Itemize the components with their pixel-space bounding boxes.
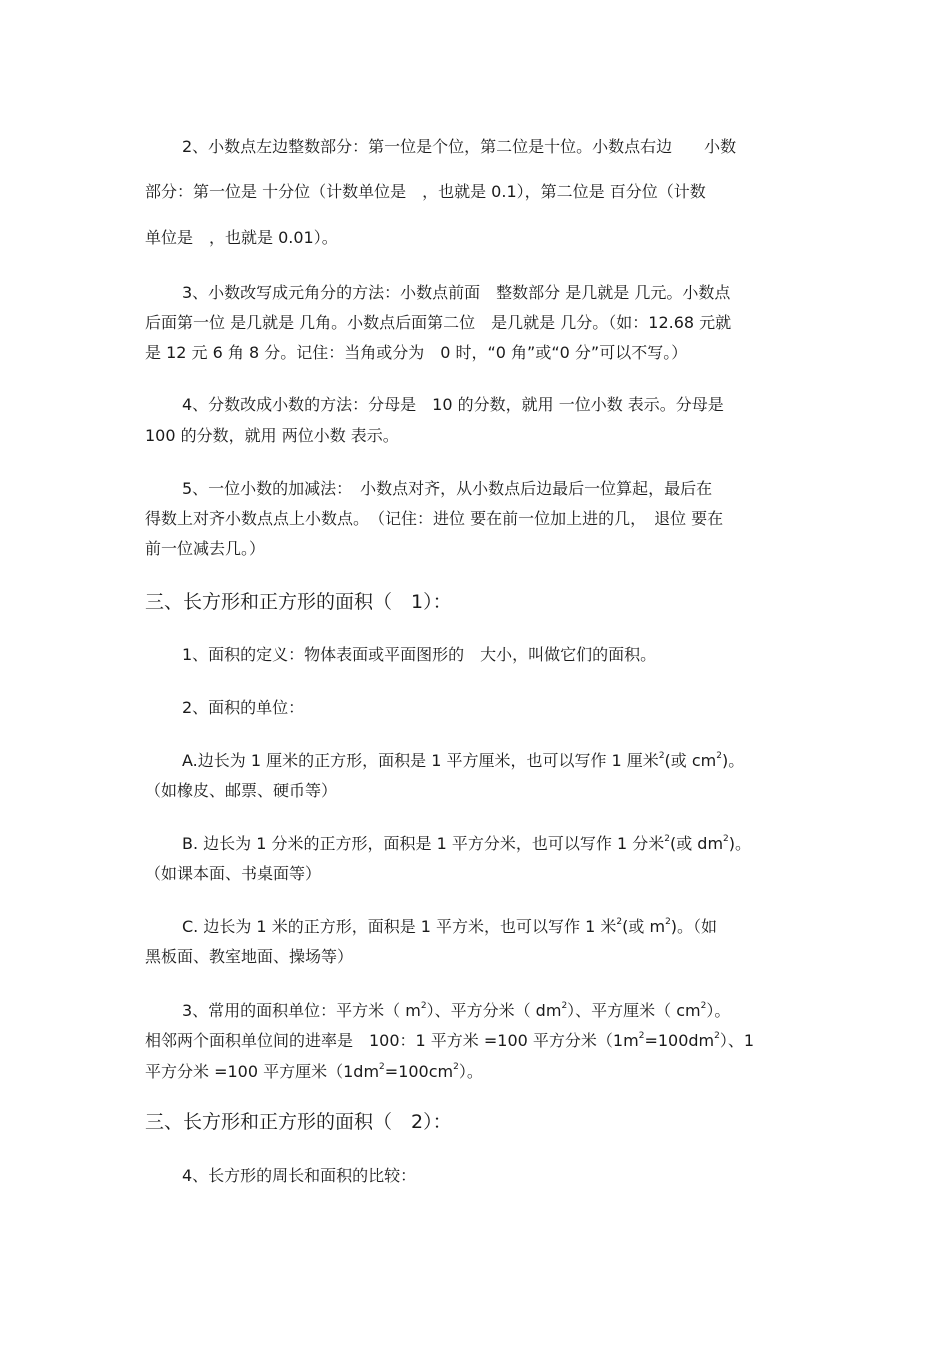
text-line: 1、面积的定义：物体表面或平面图形的 大小，叫做它们的面积。 [182, 645, 657, 664]
text-line: 前一位减去几。） [145, 539, 266, 558]
text-line: 3、小数改写成元角分的方法：小数点前面 整数部分 是几就是 几元。小数点 [182, 283, 731, 302]
text-line: 得数上对齐小数点点上小数点。 （记住：进位 要在前一位加上进的几， 退位 要在 [145, 509, 724, 528]
text-line: 相邻两个面积单位间的进率是 100：1 平方米 =100 平方分米$(1m^2=100dm^2)$、1 [145, 1031, 755, 1050]
text-line: （如课本面、书桌面等） [145, 864, 322, 883]
text-line: B. 边长为 1 分米的正方形，面积是 1 平方分米，也可以写作 1 分米$^2$(或 $dm^2$)。 [182, 834, 752, 853]
text-line: 3、常用的面积单位：平方米（ $m^2$）、平方分米（ $dm^2$）、平方厘米（ $cm^2$）。 [182, 1001, 731, 1020]
text-line: 平方分米 =100 平方厘米$(1dm^2=100cm^2)$。 [145, 1062, 483, 1081]
text-line: （如橡皮、邮票、硬币等） [145, 781, 338, 800]
text-line: 5、一位小数的加减法： 小数点对齐，从小数点后边最后一位算起，最后在 [182, 479, 713, 498]
text-line: 2、面积的单位： [182, 698, 305, 717]
text-line: A.边长为 1 厘米的正方形，面积是 1 平方厘米，也可以写作 1 厘米$^2$(或 $cm^2$)。 [182, 751, 745, 770]
text-line: 单位是 ，也就是 0.01）。 [145, 228, 338, 247]
section-heading: 三、长方形和正方形的面积（ 2）： [145, 1111, 452, 1133]
text-line: 4、分数改成小数的方法：分母是 10 的分数，就用 一位小数 表示。分母是 [182, 395, 724, 414]
text-line: 2、小数点左边整数部分：第一位是个位，第二位是十位。小数点右边 小数 [182, 137, 737, 156]
text-line: C. 边长为 1 米的正方形，面积是 1 平方米，也可以写作 1 米$^2$(或 $m^2$)。（如 [182, 917, 718, 936]
text-line: 100 的分数，就用 两位小数 表示。 [145, 426, 399, 445]
text-line: 4、长方形的周长和面积的比较： [182, 1166, 417, 1185]
text-line: 是 12 元 6 角 8 分。记住：当角或分为 0 时，“0 角”或“0 分”可以不写。） [145, 343, 688, 362]
section-heading: 三、长方形和正方形的面积（ 1）： [145, 591, 452, 613]
text-line: 部分：第一位是 十分位（计数单位是 ，也就是 0.1），第二位是 百分位（计数 [145, 182, 706, 201]
text-line: 后面第一位 是几就是 几角。小数点后面第二位 是几就是 几分。（如：12.68 元就 [145, 313, 732, 332]
text-line: 黑板面、教室地面、操场等） [145, 947, 354, 966]
